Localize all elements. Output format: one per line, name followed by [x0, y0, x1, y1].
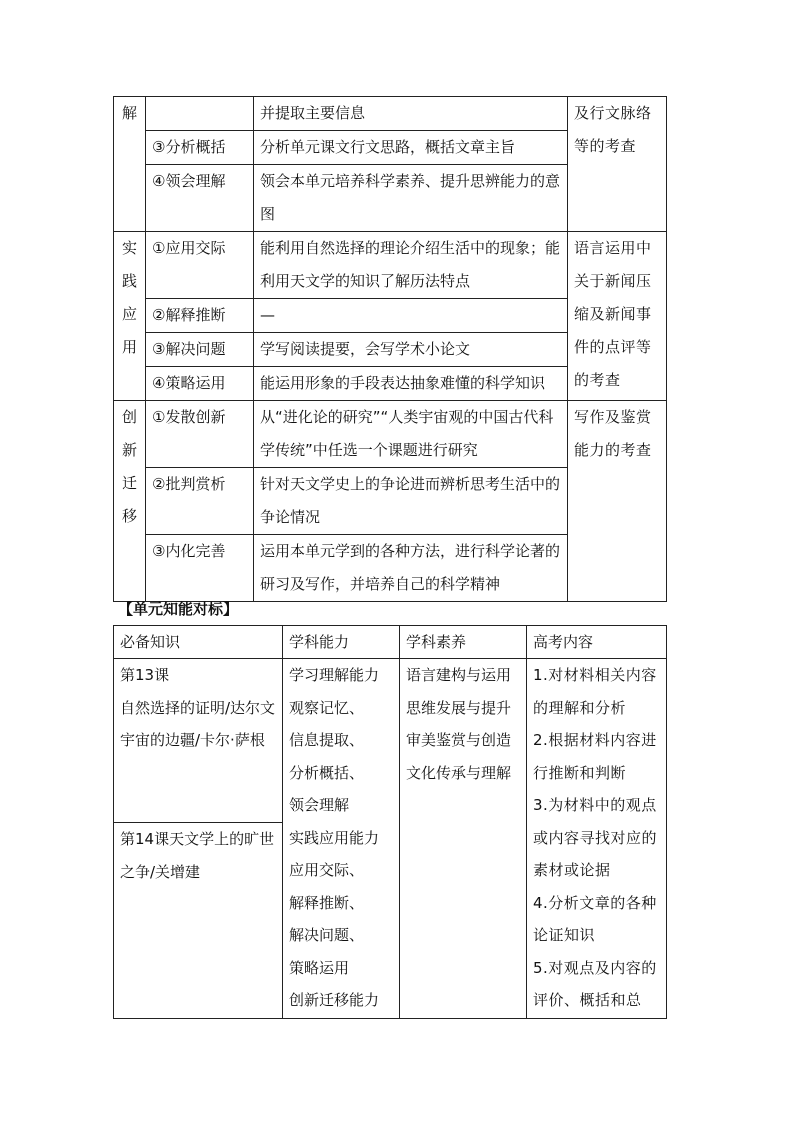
abilities-cell: 学习理解能力 观察记忆、 信息提取、 分析概括、 领会理解 实践应用能力 应用交际、 解释推断、 解决问题、 策略运用 创新迁移能力 [283, 659, 400, 1019]
table-row [114, 97, 667, 131]
description-cell: 并提取主要信息 [254, 97, 568, 131]
exam-content-cell: 1.对材料相关内容的理解和分析 2.根据材料内容进行推断和判断 3.为材料中的观点或内容寻找对应的素材或论据 4.分析文章的各种论证知识 5.对观点及内容的评价、概括和总 [527, 659, 667, 1019]
column-header: 高考内容 [527, 626, 667, 659]
description-cell: 学写阅读提要，会写学术小论文 [254, 333, 568, 367]
column-header: 学科能力 [283, 626, 400, 659]
column-header: 必备知识 [114, 626, 283, 659]
knowledge-ability-table [113, 625, 667, 1019]
description-cell: 能运用形象的手段表达抽象难懂的科学知识 [254, 367, 568, 401]
description-cell: 运用本单元学到的各种方法，进行科学论著的研习及写作，并培养自己的科学精神 [254, 535, 568, 602]
table-row [114, 659, 667, 823]
dimension-cell: 实 践 应 用 [114, 232, 146, 401]
sub-ability-cell: ①发散创新 [146, 401, 254, 468]
literacy-cell: 语言建构与运用 思维发展与提升 审美鉴赏与创造 文化传承与理解 [400, 659, 527, 1019]
sub-ability-cell: ①应用交际 [146, 232, 254, 299]
sub-ability-cell: ④策略运用 [146, 367, 254, 401]
knowledge-cell: 第14课天文学上的旷世之争/关增建 [114, 823, 283, 1019]
assessment-cell: 写作及鉴赏能力的考查 [568, 401, 667, 602]
description-cell: 从“进化论的研究”“人类宇宙观的中国古代科学传统”中任选一个课题进行研究 [254, 401, 568, 468]
description-cell: 能利用自然选择的理论介绍生活中的现象；能利用天文学的知识了解历法特点 [254, 232, 568, 299]
description-cell: — [254, 299, 568, 333]
column-header: 学科素养 [400, 626, 527, 659]
knowledge-cell: 第13课 自然选择的证明/达尔文 宇宙的边疆/卡尔·萨根 [114, 659, 283, 823]
sub-ability-cell: ③分析概括 [146, 131, 254, 165]
table-row [114, 232, 667, 299]
assessment-cell: 及行文脉络等的考查 [568, 97, 667, 232]
sub-ability-cell: ③解决问题 [146, 333, 254, 367]
sub-ability-cell: ④领会理解 [146, 165, 254, 232]
sub-ability-cell: ②解释推断 [146, 299, 254, 333]
sub-ability-cell [146, 97, 254, 131]
sub-ability-cell: ③内化完善 [146, 535, 254, 602]
ability-table [113, 96, 667, 602]
assessment-cell: 语言运用中关于新闻压缩及新闻事件的点评等的考查 [568, 232, 667, 401]
sub-ability-cell: ②批判赏析 [146, 468, 254, 535]
section-heading: 【单元知能对标】 [118, 600, 239, 618]
description-cell: 针对天文学史上的争论进而辨析思考生活中的争论情况 [254, 468, 568, 535]
table-row [114, 401, 667, 468]
description-cell: 领会本单元培养科学素养、提升思辨能力的意图 [254, 165, 568, 232]
dimension-cell: 解 [114, 97, 146, 232]
dimension-cell: 创 新 迁 移 [114, 401, 146, 602]
description-cell: 分析单元课文行文思路，概括文章主旨 [254, 131, 568, 165]
table-header-row [114, 626, 667, 659]
